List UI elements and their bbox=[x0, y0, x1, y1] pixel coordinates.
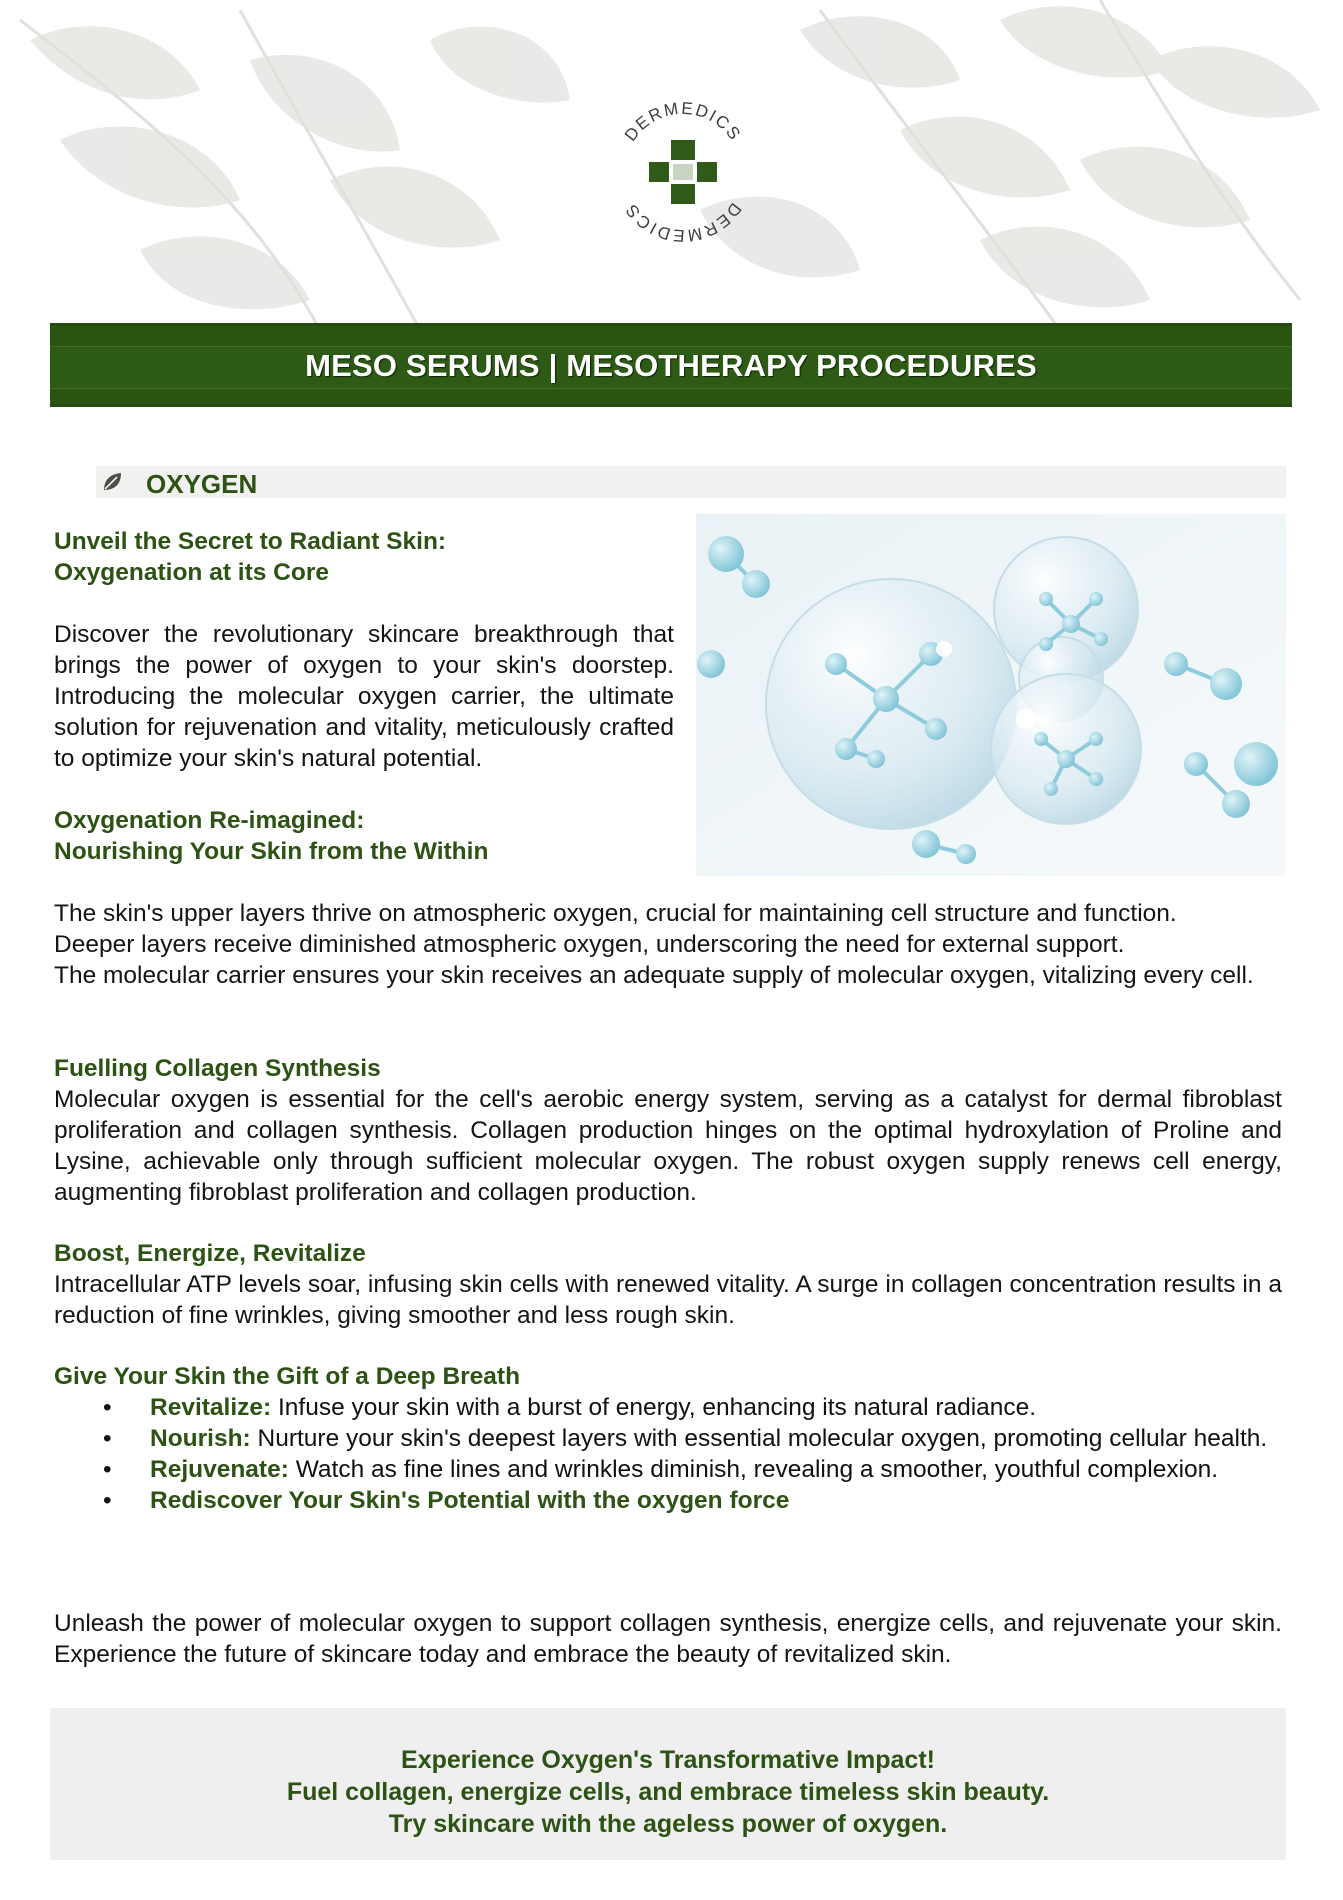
gift-section bbox=[54, 1361, 1282, 1516]
list-item-term: Rediscover Your Skin's Potential with the oxygen force bbox=[150, 1487, 790, 1514]
reimagined-line3: The molecular carrier ensures your skin receives an adequate supply of molecular oxygen, vitalizing every cell. bbox=[54, 962, 1254, 989]
footer-callout bbox=[50, 1708, 1286, 1860]
boost-section bbox=[54, 1238, 1282, 1331]
logo-cross-icon bbox=[649, 140, 717, 204]
boost-body: Intracellular ATP levels soar, infusing skin cells with renewed vitality. A surge in collagen concentration results in a reduction of fine wrinkles, giving smoother and less rough skin. bbox=[54, 1271, 1282, 1329]
oxygen-molecule-image bbox=[696, 514, 1286, 876]
collagen-heading: Fuelling Collagen Synthesis bbox=[54, 1055, 381, 1082]
svg-text:DERMEDICS bbox=[621, 199, 745, 245]
footer-line2: Fuel collagen, energize cells, and embrace timeless skin beauty. bbox=[286, 1778, 1050, 1806]
list-item bbox=[54, 1392, 1282, 1423]
collagen-body: Molecular oxygen is essential for the cell's aerobic energy system, serving as a catalyst for dermal fibroblast proliferation and collagen synthesis. Collagen production hinges on the optimal hydroxylation of Proline and Lysine, achievable only through sufficient molecular oxygen. The robust oxygen supply renews cell energy, augmenting fibroblast proliferation and collagen production. bbox=[54, 1086, 1282, 1206]
gift-list bbox=[54, 1392, 1282, 1516]
footer-line3: Try skincare with the ageless power of oxygen. bbox=[388, 1810, 948, 1838]
intro-section bbox=[54, 526, 674, 867]
logo-ring-text-top: DERMEDICS bbox=[620, 98, 746, 145]
leaf-icon bbox=[100, 470, 124, 494]
list-item-term: Rejuvenate: bbox=[150, 1456, 289, 1483]
section-title: OXYGEN bbox=[146, 469, 258, 499]
closing-section bbox=[54, 1608, 1282, 1670]
page-title: MESO SERUMS | MESOTHERAPY PROCEDURES bbox=[305, 348, 1037, 383]
bullet-icon: • bbox=[103, 1425, 112, 1452]
collagen-section bbox=[54, 1053, 1282, 1208]
footer-line1: Experience Oxygen's Transformative Impact! bbox=[401, 1746, 935, 1774]
bullet-icon: • bbox=[103, 1394, 112, 1421]
banner-rule-bottom bbox=[50, 388, 1292, 389]
reimagined-line2: Deeper layers receive diminished atmospheric oxygen, underscoring the need for external support. bbox=[54, 931, 1125, 958]
intro-heading-line2: Oxygenation at its Core bbox=[54, 559, 330, 586]
bullet-icon: • bbox=[103, 1487, 112, 1514]
reimagined-heading-line1: Oxygenation Re-imagined: bbox=[54, 807, 365, 834]
closing-body: Unleash the power of molecular oxygen to support collagen synthesis, energize cells, and rejuvenate your skin. Experience the future of skincare today and embrace the beauty of revitalized skin. bbox=[54, 1610, 1282, 1668]
reimagined-section bbox=[54, 898, 1282, 991]
title-banner bbox=[50, 323, 1292, 407]
boost-heading: Boost, Energize, Revitalize bbox=[54, 1240, 366, 1267]
svg-text:DERMEDICS bbox=[621, 99, 745, 145]
list-item bbox=[54, 1454, 1282, 1485]
intro-heading-line1: Unveil the Secret to Radiant Skin: bbox=[54, 528, 447, 555]
list-item-term: Nourish: bbox=[150, 1425, 251, 1452]
list-item bbox=[54, 1485, 1282, 1516]
list-item-text: Infuse your skin with a burst of energy, enhancing its natural radiance. bbox=[271, 1394, 1037, 1421]
dermedics-logo bbox=[603, 92, 763, 252]
banner-rule-top bbox=[50, 346, 1292, 347]
list-item bbox=[54, 1423, 1282, 1454]
intro-body: Discover the revolutionary skincare breakthrough that brings the power of oxygen to your skin's doorstep. Introducing the molecular oxygen carrier, the ultimate solution for rejuvenation and vitality, meticulously crafted to optimize your skin's natural potential. bbox=[54, 621, 674, 772]
logo-ring-text-bottom: DERMEDICS bbox=[620, 199, 746, 246]
list-item-text: Nurture your skin's deepest layers with essential molecular oxygen, promoting cellular health. bbox=[250, 1425, 1268, 1452]
section-heading-bar bbox=[96, 466, 1286, 498]
list-item-text: Watch as fine lines and wrinkles diminish, revealing a smoother, youthful complexion. bbox=[288, 1456, 1219, 1483]
reimagined-heading-line2: Nourishing Your Skin from the Within bbox=[54, 838, 489, 865]
list-item-term: Revitalize: bbox=[150, 1394, 272, 1421]
reimagined-line1: The skin's upper layers thrive on atmospheric oxygen, crucial for maintaining cell structure and function. bbox=[54, 900, 1177, 927]
gift-heading: Give Your Skin the Gift of a Deep Breath bbox=[54, 1363, 521, 1390]
bullet-icon: • bbox=[103, 1456, 112, 1483]
